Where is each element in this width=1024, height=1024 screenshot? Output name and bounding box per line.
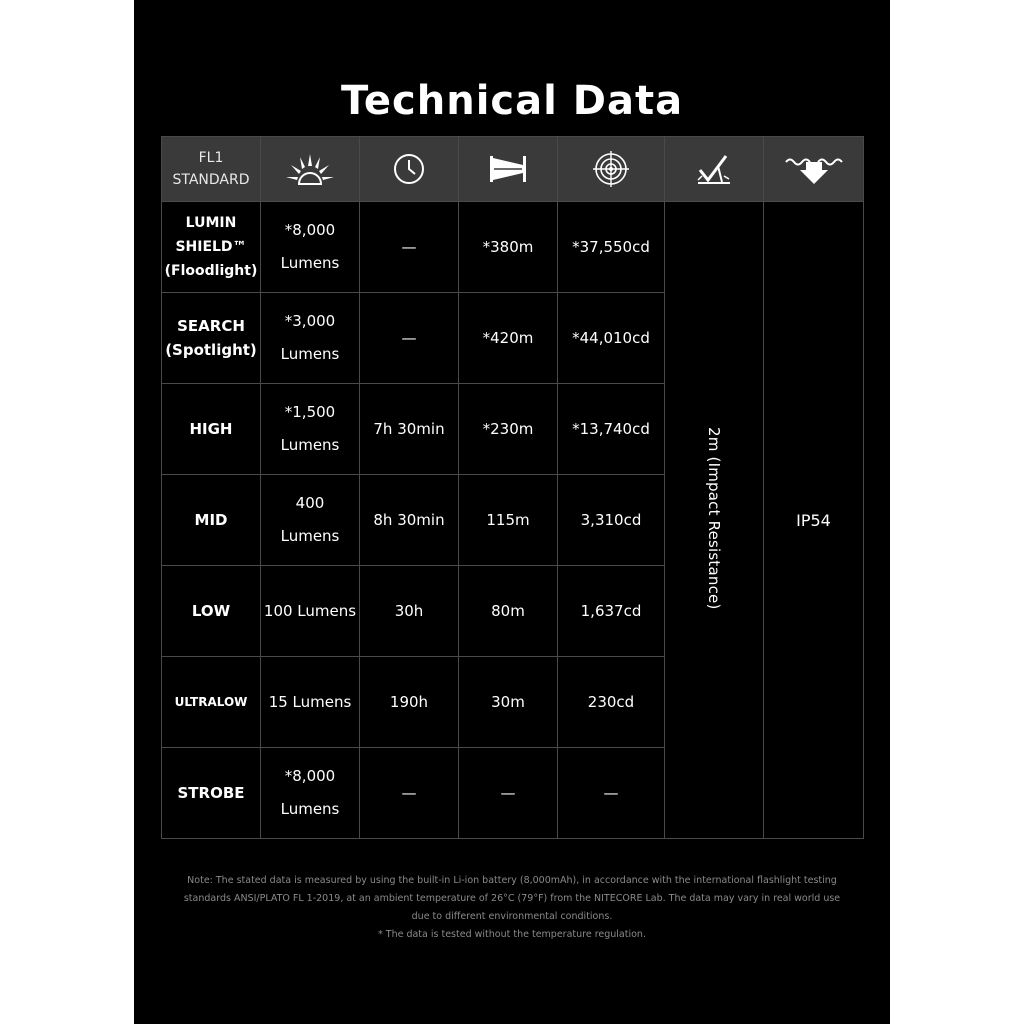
standard-line1: FL1 — [198, 150, 224, 166]
page-title: Technical Data — [340, 78, 684, 124]
distance-cell: *380m — [459, 202, 558, 293]
lumens-unit: Lumens — [280, 800, 340, 818]
lumens-unit: Lumens — [280, 254, 340, 272]
lumens-value: 15 Lumens — [268, 692, 352, 711]
lumens-value: 400 — [295, 494, 325, 512]
mode-label: SEARCH — [177, 317, 245, 335]
mode-label: LUMIN — [185, 215, 237, 231]
mode-label: SHIELD™ — [175, 239, 247, 255]
distance-cell: 80m — [459, 566, 558, 657]
water-resistance-icon — [764, 137, 864, 202]
impact-resistance-value: 2m (Impact Resistance) — [705, 426, 723, 610]
intensity-cell: 230cd — [558, 657, 665, 748]
mode-cell — [162, 566, 261, 657]
intensity-cell: *37,550cd — [558, 202, 665, 293]
lumens-cell — [261, 748, 360, 839]
spec-table — [161, 136, 864, 839]
lumens-cell — [261, 475, 360, 566]
mode-label: (Spotlight) — [165, 341, 257, 359]
intensity-cell: — — [558, 748, 665, 839]
mode-cell — [162, 384, 261, 475]
runtime-cell: 30h — [360, 566, 459, 657]
intensity-cell: *44,010cd — [558, 293, 665, 384]
distance-cell: 30m — [459, 657, 558, 748]
lumens-value: 100 Lumens — [263, 601, 357, 620]
mode-label: (Floodlight) — [164, 263, 258, 279]
peak-intensity-target-icon — [558, 137, 665, 202]
footnote-line: standards ANSI/PLATO FL 1-2019, at an ambient temperature of 26°C (79°F) from the NITECORE Lab. The data may vary in real world use — [183, 893, 841, 904]
runtime-cell: 190h — [360, 657, 459, 748]
lumens-value: *8,000 — [284, 221, 336, 239]
lumens-cell — [261, 384, 360, 475]
distance-cell: 115m — [459, 475, 558, 566]
standard-line2: STANDARD — [172, 172, 250, 188]
footnote-line: * The data is tested without the temperature regulation. — [378, 929, 646, 940]
brightness-icon — [261, 137, 360, 202]
mode-label: MID — [194, 511, 228, 529]
water-resistance-cell: IP54 — [764, 202, 864, 839]
mode-label: STROBE — [177, 784, 245, 802]
lumens-cell — [261, 293, 360, 384]
runtime-cell: — — [360, 748, 459, 839]
runtime-cell: — — [360, 293, 459, 384]
footnote-line: due to different environmental conditions. — [411, 911, 613, 922]
footnote — [164, 872, 860, 944]
distance-cell: *230m — [459, 384, 558, 475]
intensity-cell: 1,637cd — [558, 566, 665, 657]
lumens-cell — [261, 202, 360, 293]
spec-panel — [134, 0, 890, 1024]
runtime-cell: 8h 30min — [360, 475, 459, 566]
distance-cell: — — [459, 748, 558, 839]
intensity-cell: 3,310cd — [558, 475, 665, 566]
mode-cell — [162, 202, 261, 293]
lumens-unit: Lumens — [280, 436, 340, 454]
lumens-unit: Lumens — [280, 527, 340, 545]
intensity-cell: *13,740cd — [558, 384, 665, 475]
runtime-clock-icon — [360, 137, 459, 202]
lumens-cell — [261, 566, 360, 657]
table-row — [162, 202, 864, 293]
mode-label: ULTRALOW — [174, 695, 248, 709]
distance-cell: *420m — [459, 293, 558, 384]
mode-label: LOW — [191, 602, 231, 620]
runtime-cell: — — [360, 202, 459, 293]
lumens-cell — [261, 657, 360, 748]
table-header-row — [162, 137, 864, 202]
standard-header — [162, 137, 261, 202]
mode-cell — [162, 748, 261, 839]
lumens-value: *8,000 — [284, 767, 336, 785]
impact-resistance-cell — [665, 202, 764, 839]
mode-label: HIGH — [189, 420, 233, 438]
runtime-cell: 7h 30min — [360, 384, 459, 475]
lumens-unit: Lumens — [280, 345, 340, 363]
impact-resistance-icon — [665, 137, 764, 202]
lumens-value: *3,000 — [284, 312, 336, 330]
beam-distance-icon — [459, 137, 558, 202]
mode-cell — [162, 293, 261, 384]
mode-cell — [162, 657, 261, 748]
footnote-line: Note: The stated data is measured by using the built-in Li-ion battery (8,000mAh), in accordance with the international flashlight testing — [187, 875, 837, 886]
lumens-value: *1,500 — [284, 403, 336, 421]
mode-cell — [162, 475, 261, 566]
